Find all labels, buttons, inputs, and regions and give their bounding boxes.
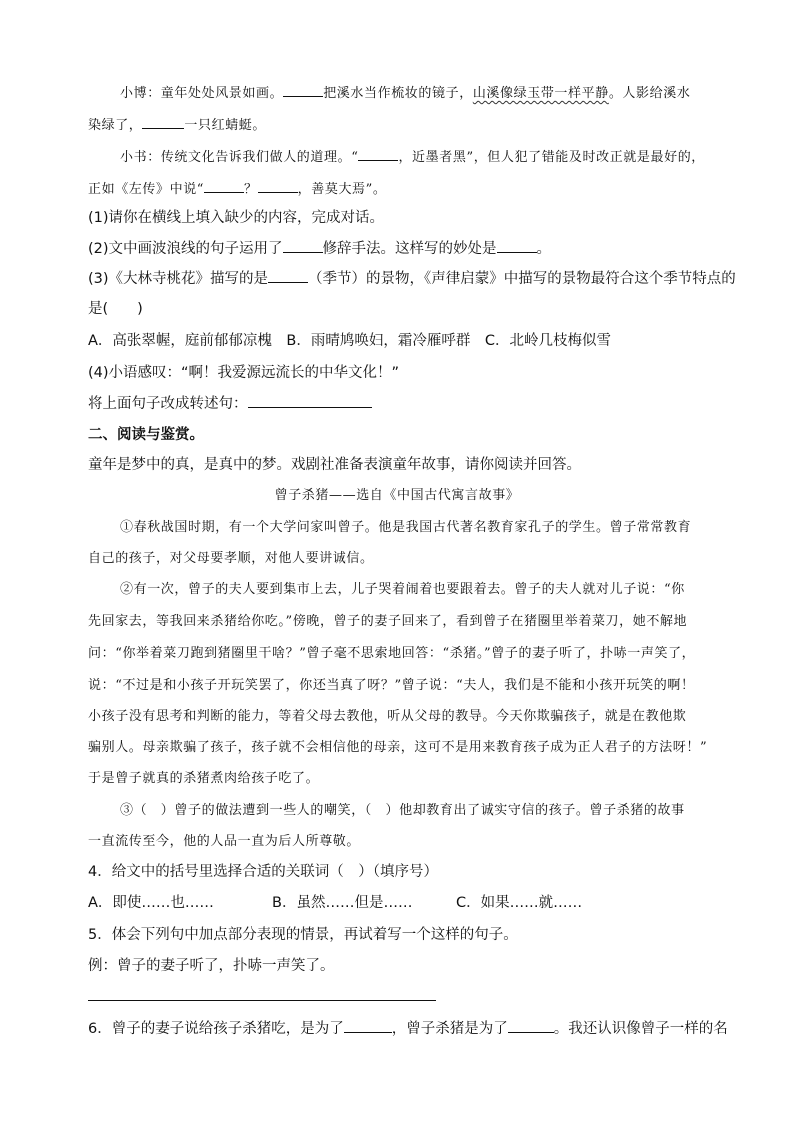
text: 小博：童年处处风景如画。: [120, 86, 284, 101]
reading-question-4: 4．给文中的括号里选择合适的关联词（ ）（填序号）: [88, 864, 438, 880]
dialogue-xiaoshu-line2: [88, 178, 710, 200]
wavy-sentence: 山溪像绿玉带一样平静: [472, 86, 609, 101]
blank[interactable]: [268, 268, 308, 283]
paragraph-3-line2: 一直流传至今，他的人品一直为后人所尊敬。: [88, 834, 361, 849]
section-heading: 二、阅读与鉴赏。: [88, 427, 204, 443]
blank[interactable]: [258, 178, 298, 193]
paragraph-2-line1: ②有一次，曾子的夫人要到集市上去，儿子哭着闹着也要跟着去。曾子的夫人就对儿子说：“你: [120, 582, 685, 597]
section-intro: 童年是梦中的真，是真中的梦。戏剧社准备表演童年故事，请你阅读并回答。: [88, 457, 581, 473]
text: 。: [536, 241, 552, 257]
story-title: 曾子杀猪——选自《中国古代寓言故事》: [274, 488, 520, 503]
text: 将上面句子改成转述句：: [88, 396, 248, 412]
option-b: B．虽然……但是……: [272, 895, 413, 911]
paragraph-1-line2: 自己的孩子，对父母要孝顺，对他人要讲诚信。: [88, 551, 374, 566]
paragraph-2-line7: 于是曾子就真的杀猪煮肉给孩子吃了。: [88, 771, 320, 786]
text: (3)《大林寺桃花》描写的是: [88, 271, 269, 287]
text: 把溪水当作梳妆的镜子，: [323, 86, 473, 101]
text: 修辞手法。这样写的妙处是: [322, 241, 497, 257]
paragraph-3-line1: ③（ ）曾子的做法遭到一些人的嘲笑，（ ）他却教育出了诚实守信的孩子。曾子杀猪的故事: [120, 803, 685, 818]
question-3-answer-slot: 是( ): [88, 301, 143, 317]
paragraph-1-line1: ①春秋战国时期，有一个大学问家叫曾子。他是我国古代著名教育家孔子的学生。曾子常常教育: [120, 520, 692, 535]
paragraph-2-line4: 说：“不过是和小孩子开玩笑罢了，你还当真了呀？”曾子说：“夫人，我们是不能和小孩开玩笑的啊！: [88, 678, 695, 693]
dialogue-xiaobo-line1: [120, 82, 710, 104]
paragraph-2-line5: 小孩子没有思考和判断的能力，等着父母去教他，听从父母的教导。今天你欺骗孩子，就是在教他欺: [88, 709, 687, 724]
text: 一只红蜻蜓。: [184, 118, 267, 133]
blank[interactable]: [508, 1018, 554, 1033]
text: ，善莫大焉”。: [297, 182, 387, 197]
text: ？: [244, 182, 258, 197]
option-a: A．即使……也……: [88, 895, 214, 911]
question-3: [88, 268, 736, 289]
question-3-options: A．高张翠幄，庭前郁郁凉槐 B．雨晴鸠唤妇，霜冷雁呼群 C．北岭几枝梅似雪: [88, 333, 611, 349]
answer-blank[interactable]: [248, 393, 372, 408]
blank[interactable]: [283, 82, 323, 97]
text: 6．曾子的妻子说给孩子杀猪吃，是为了: [88, 1021, 344, 1037]
option-c: C．如果……就……: [456, 895, 583, 911]
text: ，近墨者黑”，但人犯了错能及时改正就是最好的，: [398, 150, 705, 165]
text: （季节）的景物，《声律启蒙》中描写的景物最符合这个季节特点的: [308, 271, 736, 287]
question-1: (1)请你在横线上填入缺少的内容，完成对话。: [88, 210, 385, 226]
question-4: (4)小语感叹：“啊！我爱源远流长的中华文化！”: [88, 365, 400, 381]
blank[interactable]: [497, 238, 537, 253]
text: 。我还认识像曾子一样的名: [553, 1021, 728, 1037]
blank[interactable]: [344, 1018, 392, 1033]
text: ，曾子杀猪是为了: [391, 1021, 508, 1037]
reading-question-5: 5．体会下列句中加点部分表现的情景，再试着写一个这样的句子。: [88, 927, 518, 943]
paragraph-2-line6: 骗别人。母亲欺骗了孩子，孩子就不会相信他的母亲，这可不是用来教育孩子成为正人君子的方法呀！”: [88, 740, 708, 755]
text: (2)文中画波浪线的句子运用了: [88, 241, 283, 257]
text: 小书：传统文化告诉我们做人的道理。“: [120, 150, 359, 165]
text: 。人影给溪水: [608, 86, 691, 101]
blank[interactable]: [142, 114, 184, 129]
blank[interactable]: [283, 238, 323, 253]
dialogue-xiaobo-line2: [88, 114, 710, 136]
dialogue-xiaoshu-line1: [120, 146, 710, 168]
text: 正如《左传》中说“: [88, 182, 205, 197]
reading-question-6: [88, 1018, 728, 1039]
paragraph-2-line2: 先回家去，等我回来杀猪给你吃。”傍晚，曾子的妻子回来了，看到曾子在猪圈里举着菜刀，她不解地: [88, 614, 688, 629]
blank[interactable]: [358, 146, 398, 161]
question-2: [88, 238, 710, 259]
question-4-task: [88, 393, 710, 414]
paragraph-2-line3: 问：“你举着菜刀跑到猪圈里干啥？”曾子毫不思索地回答：“杀猪。”曾子的妻子听了，扑哧一声笑了，: [88, 646, 696, 661]
answer-line[interactable]: [88, 1000, 436, 1001]
text: 染绿了，: [88, 118, 143, 133]
blank[interactable]: [204, 178, 244, 193]
reading-question-4-options: [88, 893, 710, 913]
reading-question-5-example: 例：曾子的妻子听了，扑哧一声笑了。: [88, 958, 335, 974]
